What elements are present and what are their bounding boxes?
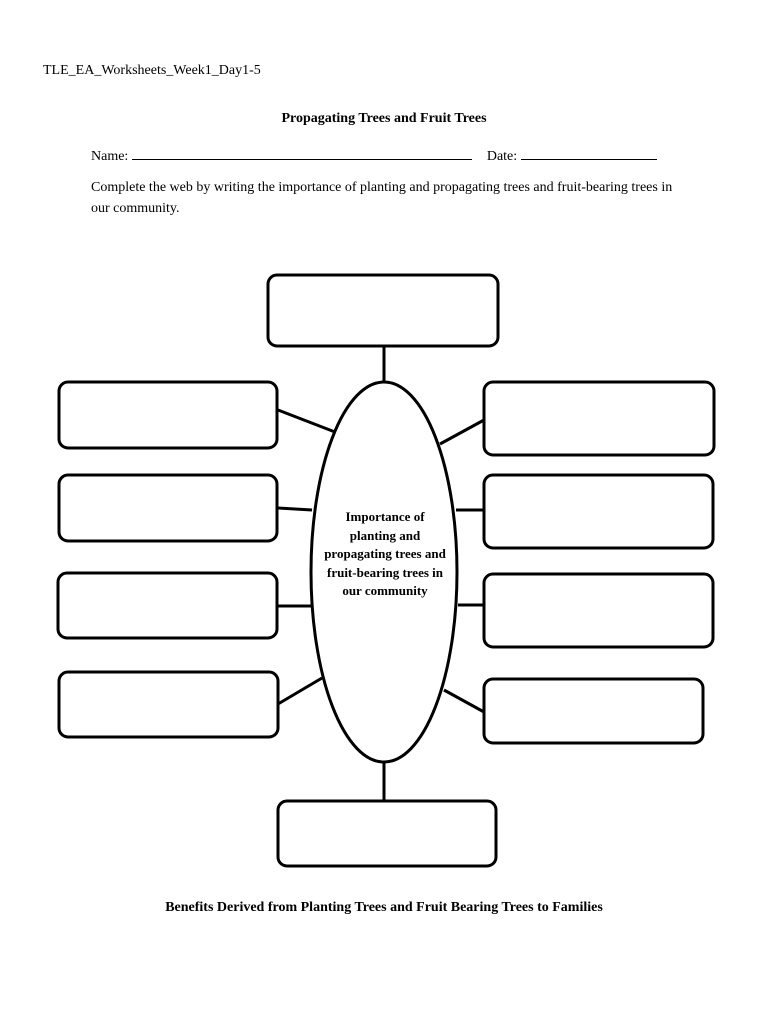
connector-left-1 <box>278 410 335 432</box>
connector-left-2 <box>278 508 312 510</box>
web-box-left-4[interactable] <box>59 672 278 737</box>
connector-left-4 <box>278 678 322 704</box>
web-box-left-1[interactable] <box>59 382 277 448</box>
footer-title: Benefits Derived from Planting Trees and Fruit Bearing Trees to Families <box>165 900 603 915</box>
web-box-right-2[interactable] <box>484 475 713 548</box>
worksheet-code: TLE_EA_Worksheets_Week1_Day1-5 <box>43 63 261 78</box>
web-box-bottom[interactable] <box>278 801 496 866</box>
name-label: Name: <box>91 149 129 164</box>
web-box-right-4[interactable] <box>484 679 703 743</box>
web-box-left-3[interactable] <box>58 573 277 638</box>
connector-right-1 <box>440 420 484 444</box>
web-box-right-1[interactable] <box>484 382 714 455</box>
web-box-top[interactable] <box>268 275 498 346</box>
date-label: Date: <box>486 149 518 164</box>
page-title: Propagating Trees and Fruit Trees <box>281 111 487 126</box>
web-box-left-2[interactable] <box>59 475 277 541</box>
web-box-right-3[interactable] <box>484 574 713 647</box>
instructions: Complete the web by writing the importance of planting and propagating trees and fruit-bearing trees in our community. <box>91 180 673 216</box>
center-label: Importance of planting and propagating trees and fruit-bearing trees in our community <box>324 509 446 598</box>
connector-right-4 <box>444 690 484 712</box>
